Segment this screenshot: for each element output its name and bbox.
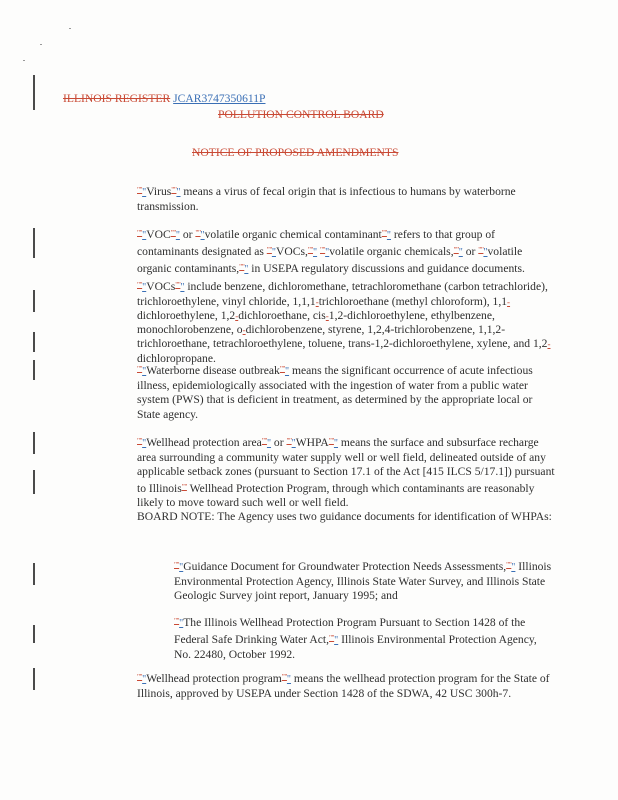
inserted-quote: " [313, 247, 318, 259]
guidance-1-text: Illinois Environmental Protection Agency, Illinois State Water Survey, and Illinois State Geologic Survey joint report, January 1995; and [174, 560, 552, 603]
change-bar [33, 75, 35, 110]
deleted-quotes: "" [195, 228, 201, 237]
inserted-quote: " [333, 438, 339, 449]
definition-virus [137, 183, 557, 214]
inserted-quote: " [511, 562, 516, 573]
whpa-abbr: WHPA [295, 436, 329, 449]
scan-speck [40, 44, 42, 45]
deleted-quotes: "" [328, 436, 334, 445]
deleted-quotes: "" [175, 279, 181, 289]
deleted-quotes: "" [137, 279, 143, 289]
inserted-quote: " [271, 247, 276, 259]
inserted-quote: " [386, 230, 391, 241]
inserted-quote: " [325, 247, 330, 259]
whpa-text: means the surface and subsurface recharge area surrounding a community water supply well or well field, delineated outside of any applicable setback zones (pursuant to Section 17.1 of the Act [415 ILCS 5/17.1]) pursuant to Illinois [137, 436, 555, 495]
deleted-quotes: "" [453, 245, 459, 255]
deleted-dash: - [235, 311, 239, 322]
deleted-quotes: "" [478, 245, 484, 255]
inserted-quote: " [458, 247, 463, 259]
deleted-quotes: "" [171, 185, 177, 194]
guidance-document-1 [174, 558, 554, 604]
change-bar [33, 432, 35, 454]
voc-text: 1,2-dichloroethylene, ethylbenzene, monochlorobenzene, o [137, 309, 495, 337]
deleted-quotes: "" [137, 228, 143, 237]
deleted-quotes: "" [137, 672, 143, 681]
deleted-quotes: "" [137, 185, 143, 194]
voc-text: refers to that group of contaminants designated as [137, 228, 495, 259]
deleted-quotes: "" [137, 436, 143, 445]
change-bar [33, 290, 35, 312]
deleted-dash: - [325, 311, 329, 322]
virus-term: Virus [146, 185, 172, 198]
inserted-quote: " [334, 635, 339, 647]
inserted-quote: " [142, 438, 147, 449]
inserted-quote: " [142, 187, 147, 198]
voc-text: dichlorobenzene, styrene, 1,2,4-trichlorobenzene, 1,1,2-trichloroethane, tetrachloroethylene, toluene, trans-1,2-dichloroethylene, xylene, and 1,2 [137, 323, 548, 351]
board-deleted: POLLUTION CONTROL BOARD [218, 108, 384, 121]
inserted-quote: " [200, 230, 205, 241]
guidance-2-title: The Illinois Wellhead Protection Program Pursuant to Section 1428 of the Federal Safe Drinking Water Act, [174, 616, 526, 647]
deleted-quotes: "" [239, 262, 245, 272]
change-bar [33, 332, 35, 352]
inserted-quote: " [244, 264, 249, 276]
whpa-text: Wellhead Protection Program, through which contaminants are reasonably likely to move toward such well or well field. [137, 481, 535, 509]
deleted-quotes: "" [286, 436, 292, 445]
inserted-quote: " [291, 438, 296, 449]
inserted-quote: " [179, 618, 184, 629]
outbreak-text: means the significant occurrence of acute infectious illness, epidemiologically associated with the ingestion of water from a public water system (PWS) that is deficient in treatment, as determined by the appropriate local or State agency. [137, 364, 533, 421]
change-bar [33, 563, 35, 585]
inserted-quote: " [175, 230, 180, 241]
voc-text: include benzene, dichloromethane, tetrachloromethane (carbon tetrachloride), trichloroethylene, vinyl chloride, 1,1,1 [137, 279, 548, 308]
deleted-dash: - [547, 339, 551, 350]
cont-term: volatile organic contaminants, [137, 245, 523, 276]
inserted-quote: " [284, 366, 290, 377]
scan-speck [69, 28, 71, 29]
virus-text: means a virus of fecal origin that is infectious to humans by waterborne transmission. [137, 185, 516, 214]
deleted-quotes: "" [266, 245, 272, 255]
voc-or: or [462, 245, 479, 259]
deleted-quotes: "" [174, 616, 180, 625]
voc-text: dichloroethylene, 1,2 [137, 309, 236, 323]
register-deleted: ILLINOIS REGISTER [63, 92, 171, 105]
program-text: means the wellhead protection program for the State of Illinois, approved by USEPA under Section 1428 of the SDWA, 42 USC 300h-7. [137, 672, 550, 701]
change-bar [33, 360, 35, 380]
guidance-2-text: Illinois Environmental Protection Agency, No. 22480, October 1992. [174, 633, 537, 662]
definition-voc [137, 226, 557, 366]
guidance-1-title: Guidance Document for Groundwater Protection Needs Assessments, [183, 560, 507, 573]
jcar-inserted: JCAR3747350611P [173, 92, 266, 105]
change-bar [33, 668, 35, 690]
board-header [218, 108, 384, 122]
chem-term: volatile organic chemicals, [329, 245, 454, 259]
scan-speck [23, 60, 25, 61]
inserted-quote: " [176, 187, 181, 198]
voc-text: in USEPA regulatory discussions and guidance documents. [248, 262, 525, 276]
deleted-quotes: "" [181, 481, 187, 491]
change-bar [33, 228, 35, 258]
inserted-quote: " [286, 674, 292, 685]
deleted-dash: - [242, 325, 246, 336]
inserted-quote: " [180, 281, 185, 293]
inserted-quote: " [142, 674, 147, 685]
change-bar [33, 470, 35, 494]
whpa-term: Wellhead protection area [146, 436, 262, 449]
deleted-quotes: "" [320, 245, 326, 255]
deleted-dash: - [507, 296, 511, 307]
voc-text: dichloroethane, cis [238, 309, 326, 323]
definition-program [137, 670, 557, 701]
voc-text: trichloroethane (methyl chloroform), 1,1 [318, 294, 508, 308]
definition-outbreak [137, 362, 557, 422]
change-bar [33, 625, 35, 643]
deleted-quotes: "" [381, 228, 387, 237]
inserted-quote: " [142, 230, 147, 241]
notice-header [192, 146, 398, 160]
register-header [63, 92, 265, 106]
vocs-term: VOCs, [275, 245, 308, 259]
notice-deleted: NOTICE OF PROPOSED AMENDMENTS [192, 146, 399, 159]
deleted-quotes: "" [281, 672, 287, 681]
outbreak-term: Waterborne disease outbreak [146, 364, 280, 377]
deleted-dash: - [315, 296, 319, 307]
deleted-quotes: "" [279, 364, 285, 373]
voc-or: or [179, 228, 196, 241]
board-note: BOARD NOTE: The Agency uses two guidance documents for identification of WHPAs: [137, 510, 552, 524]
deleted-quotes: "" [307, 245, 313, 255]
vocs-term: VOCs [146, 279, 176, 293]
deleted-quotes: "" [170, 228, 176, 237]
inserted-quote: " [179, 562, 184, 573]
program-term: Wellhead protection program [146, 672, 282, 685]
voc-text: dichloropropane. [137, 351, 216, 365]
inserted-quote: " [483, 247, 488, 259]
deleted-quotes: "" [329, 633, 335, 643]
deleted-quotes: "" [174, 560, 180, 569]
deleted-quotes: "" [506, 560, 512, 569]
definition-whpa [137, 434, 557, 524]
deleted-quotes: "" [261, 436, 267, 445]
inserted-quote: " [266, 438, 272, 449]
inserted-quote: " [142, 281, 147, 293]
whpa-or: or [271, 436, 287, 449]
voc-term: VOC [146, 228, 171, 241]
deleted-quotes: "" [137, 364, 143, 373]
voc-term-full: volatile organic chemical contaminant [204, 228, 382, 241]
guidance-document-2 [174, 614, 554, 663]
inserted-quote: " [142, 366, 147, 377]
